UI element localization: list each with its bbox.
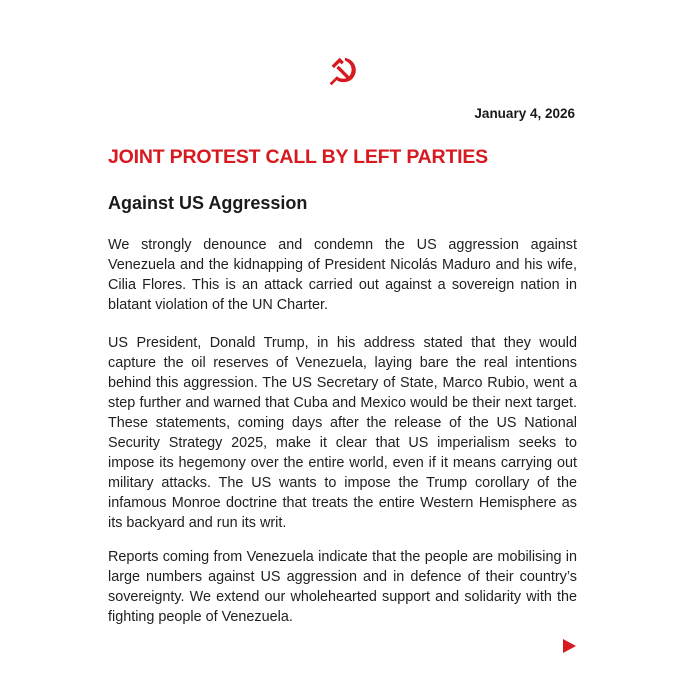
paragraph: Reports coming from Venezuela indicate that the people are mobilising in large numbers against US aggression and in defence of their country’s sovereignty. We extend our wholehearted support and solidarity with the fighting people of Venezuela. xyxy=(108,549,577,625)
document-title: JOINT PROTEST CALL BY LEFT PARTIES xyxy=(108,146,488,168)
paragraph: US President, Donald Trump, in his address stated that they would capture the oil reserves of Venezuela, laying bare the real intentions behind this aggression. The US Secretary of State, Marco Rubio, went a step further and warned that Cuba and Mexico would be their next target. These statements, coming days after the release of the US National Security Strategy 2025, make it clear that US imperialism seeks to impose its hegemony over the entire world, even if it means carrying out military attacks. The US wants to impose the Trump corollary of the infamous Monroe doctrine that treats the entire Western Hemisphere as its backyard and run its writ. xyxy=(108,335,577,531)
hammer-and-sickle-icon xyxy=(324,52,362,90)
document-date: January 4, 2026 xyxy=(474,106,575,121)
paragraph: We strongly denounce and condemn the US aggression against Venezuela and the kidnapping of President Nicolás Maduro and his wife, Cilia Flores. This is an attack carried out against a sovereign nation in blatant violation of the UN Charter. xyxy=(108,237,577,313)
document-subtitle: Against US Aggression xyxy=(108,193,308,213)
next-page-play-icon[interactable] xyxy=(563,639,576,653)
